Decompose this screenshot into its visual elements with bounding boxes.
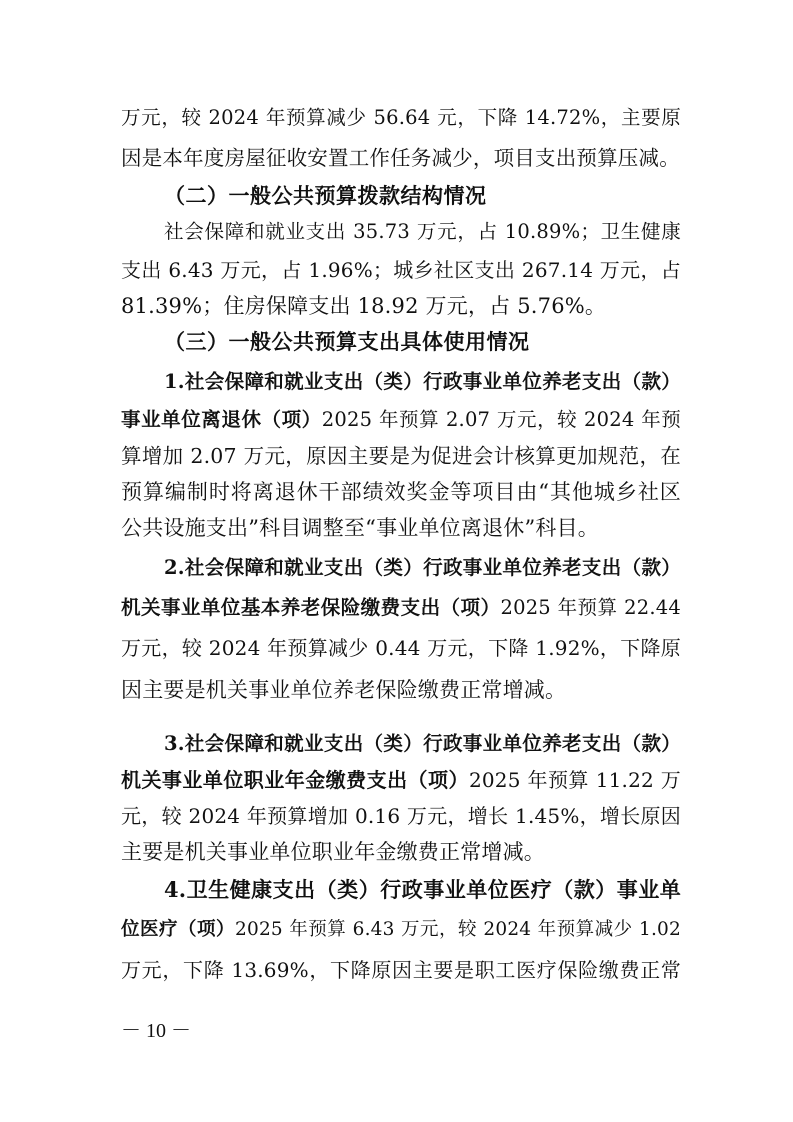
item-subtitle: 机关事业单位职业年金缴费支出（项）: [121, 768, 469, 792]
item-title-line: 1.社会保障和就业支出（类）行政事业单位养老支出（款）: [164, 370, 681, 393]
item-subtitle: 机关事业单位基本养老保险缴费支出（项）: [121, 596, 501, 619]
item-title-line: 3.社会保障和就业支出（类）行政事业单位养老支出（款）: [164, 732, 681, 755]
item-text: 2025 年预算 22.44: [500, 596, 681, 619]
paragraph-line: [121, 766, 681, 794]
paragraph-line: 公共设施支出”科目调整至“事业单位离退休”科目。: [121, 516, 600, 540]
item-text: 2025 年预算 6.43 万元，较 2024 年预算减少 1.02: [235, 919, 681, 940]
paragraph-line: 社会保障和就业支出 35.73 万元，占 10.89%；卫生健康: [164, 220, 681, 243]
paragraph-line: 万元，较 2024 年预算减少 0.44 万元，下降 1.92%，下降原: [121, 636, 681, 660]
paragraph-line: 支出 6.43 万元，占 1.96%；城乡社区支出 267.14 万元，占: [121, 258, 681, 282]
item-text: 2025 年预算 2.07 万元，较 2024 年预: [321, 408, 681, 431]
item-subtitle: 位医疗（项）: [121, 919, 235, 940]
paragraph-line: 主要是机关事业单位职业年金缴费正常增减。: [121, 840, 545, 864]
paragraph-line: [121, 406, 681, 434]
paragraph-line: [121, 916, 681, 944]
paragraph-line: 万元，较 2024 年预算减少 56.64 元，下降 14.72%，主要原: [121, 106, 681, 129]
paragraph-line: [121, 594, 681, 622]
paragraph-line: 预算编制时将离退休干部绩效奖金等项目由“其他城乡社区: [121, 480, 681, 504]
section-heading: （二）一般公共预算拨款结构情况: [164, 183, 487, 208]
item-title-line: 4.卫生健康支出（类）行政事业单位医疗（款）事业单: [164, 877, 681, 902]
paragraph-line: 因主要是机关事业单位养老保险缴费正常增减。: [121, 678, 567, 702]
paragraph-line: 因是本年度房屋征收安置工作任务减少，项目支出预算压减。: [121, 146, 680, 170]
item-subtitle: 事业单位离退休（项）: [121, 408, 322, 431]
page-number: － 10 －: [121, 1020, 191, 1042]
item-title-line: 2.社会保障和就业支出（类）行政事业单位养老支出（款）: [164, 556, 681, 579]
section-heading: （三）一般公共预算支出具体使用情况: [164, 329, 530, 354]
paragraph-line: 81.39%；住房保障支出 18.92 万元，占 5.76%。: [121, 294, 607, 318]
paragraph-line: 算增加 2.07 万元，原因主要是为促进会计核算更加规范，在: [121, 444, 681, 468]
item-text: 2025 年预算 11.22 万: [468, 768, 681, 792]
paragraph-line: 万元，下降 13.69%，下降原因主要是职工医疗保险缴费正常: [121, 958, 681, 982]
paragraph-line: 元，较 2024 年预算增加 0.16 万元，增长 1.45%，增长原因: [121, 804, 681, 828]
